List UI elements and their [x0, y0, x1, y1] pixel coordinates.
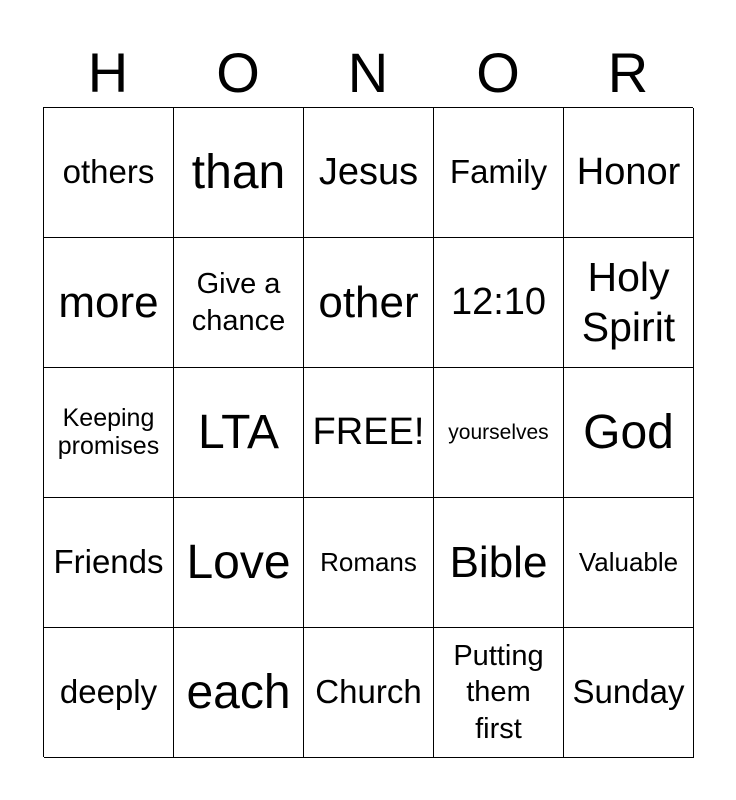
bingo-cell[interactable]: Jesus	[304, 108, 434, 238]
bingo-cell[interactable]: Honor	[564, 108, 694, 238]
bingo-cell[interactable]: Love	[174, 498, 304, 628]
bingo-cell[interactable]: Church	[304, 628, 434, 758]
bingo-cell[interactable]: deeply	[44, 628, 174, 758]
bingo-cell[interactable]: Family	[434, 108, 564, 238]
bingo-cell[interactable]: Bible	[434, 498, 564, 628]
bingo-cell[interactable]: than	[174, 108, 304, 238]
bingo-cell[interactable]: Putting them first	[434, 628, 564, 758]
bingo-cell[interactable]: God	[564, 368, 694, 498]
bingo-cell[interactable]: 12:10	[434, 238, 564, 368]
bingo-cell[interactable]: Sunday	[564, 628, 694, 758]
bingo-board	[43, 107, 693, 757]
bingo-cell[interactable]: other	[304, 238, 434, 368]
bingo-cell[interactable]: each	[174, 628, 304, 758]
bingo-cell[interactable]: Valuable	[564, 498, 694, 628]
bingo-cell[interactable]: more	[44, 238, 174, 368]
bingo-cell[interactable]: FREE!	[304, 368, 434, 498]
bingo-cell[interactable]: Romans	[304, 498, 434, 628]
bingo-cell[interactable]: Holy Spirit	[564, 238, 694, 368]
bingo-cell[interactable]: LTA	[174, 368, 304, 498]
header-letter-r: R	[607, 41, 649, 104]
header-letter-h: H	[87, 41, 129, 104]
bingo-header	[43, 38, 693, 108]
bingo-cell[interactable]: others	[44, 108, 174, 238]
header-letter-o-2: O	[476, 41, 520, 104]
header-letter-o: O	[216, 41, 260, 104]
bingo-cell[interactable]: Keeping promises	[44, 368, 174, 498]
bingo-cell[interactable]: yourselves	[434, 368, 564, 498]
header-letter-n: N	[347, 41, 389, 104]
bingo-cell[interactable]: Give a chance	[174, 238, 304, 368]
bingo-cell[interactable]: Friends	[44, 498, 174, 628]
